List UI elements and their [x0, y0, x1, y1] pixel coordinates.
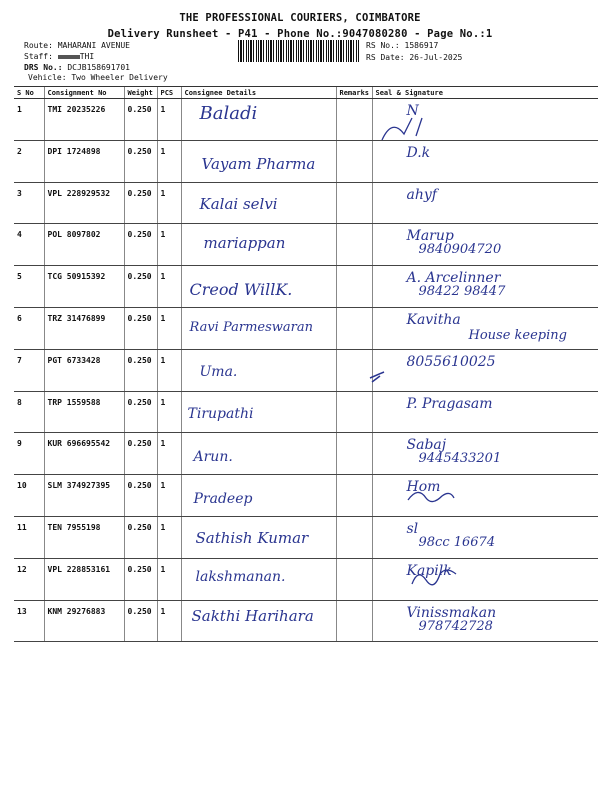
route-value: MAHARANI AVENUE: [57, 41, 130, 50]
row-weight: 0.250: [124, 391, 157, 433]
row-sno: 5: [14, 266, 44, 308]
signature-handwriting: Hom: [406, 479, 441, 496]
row-pcs: 1: [157, 475, 181, 517]
signature-phone: 9840904720: [418, 242, 502, 258]
row-weight: 0.250: [124, 558, 157, 600]
row-pcs: 1: [157, 558, 181, 600]
signature-handwriting: sl: [406, 520, 419, 537]
row-signature: [372, 433, 598, 475]
row-signature: [372, 391, 598, 433]
row-weight: 0.250: [124, 182, 157, 224]
table-row: [14, 99, 598, 141]
row-pcs: 1: [157, 266, 181, 308]
consignee-handwriting: Uma.: [199, 363, 238, 380]
row-sno: 10: [14, 475, 44, 517]
rs-date-line: [366, 53, 462, 62]
row-sno: 3: [14, 182, 44, 224]
signature-phone: 98cc 16674: [418, 534, 496, 550]
row-signature: [372, 307, 598, 349]
signature-handwriting: Kapilk: [406, 562, 452, 579]
row-weight: 0.250: [124, 475, 157, 517]
row-consignment: SLM 374927395: [44, 475, 124, 517]
signature-handwriting: N: [406, 103, 419, 119]
row-consignment: VPL 228929532: [44, 182, 124, 224]
consignee-handwriting: lakshmanan.: [195, 568, 286, 585]
table-row: [14, 391, 598, 433]
row-signature: [372, 99, 598, 141]
col-weight: Weight: [124, 87, 157, 99]
drs-label: DRS No.:: [24, 63, 63, 72]
signature-handwriting: P. Pragasam: [406, 395, 493, 412]
row-sno: 9: [14, 433, 44, 475]
vehicle-line: Vehicle: Two Wheeler Delivery: [28, 73, 168, 82]
row-sno: 11: [14, 516, 44, 558]
staff-line: [24, 52, 94, 61]
row-remarks: [336, 433, 372, 475]
row-consignment: VPL 228853161: [44, 558, 124, 600]
row-pcs: 1: [157, 182, 181, 224]
row-remarks: [336, 558, 372, 600]
row-consignee: [181, 224, 336, 266]
row-signature: [372, 475, 598, 517]
row-consignment: KUR 696695542: [44, 433, 124, 475]
row-signature: [372, 224, 598, 266]
row-sno: 13: [14, 600, 44, 642]
row-weight: 0.250: [124, 140, 157, 182]
row-pcs: 1: [157, 433, 181, 475]
row-sno: 4: [14, 224, 44, 266]
row-remarks: [336, 349, 372, 391]
table-row: [14, 140, 598, 182]
consignee-handwriting: Vayam Pharma: [201, 154, 316, 173]
staff-value: THI: [79, 52, 95, 61]
row-remarks: [336, 307, 372, 349]
row-weight: 0.250: [124, 266, 157, 308]
consignee-handwriting: Tirupathi: [187, 405, 254, 422]
consignee-handwriting: Pradeep: [193, 491, 253, 508]
runsheet-table: [14, 86, 598, 642]
row-pcs: 1: [157, 600, 181, 642]
table-row: [14, 558, 598, 600]
table-row: [14, 349, 598, 391]
col-sno: S No: [14, 87, 44, 99]
table-row: [14, 266, 598, 308]
row-consignee: [181, 140, 336, 182]
row-consignment: DPI 1724898: [44, 140, 124, 182]
row-consignment: TRP 1559588: [44, 391, 124, 433]
rs-no-value: 1586917: [404, 41, 439, 50]
company-title: THE PROFESSIONAL COURIERS, COIMBATORE: [179, 12, 421, 24]
row-remarks: [336, 475, 372, 517]
row-signature: [372, 349, 598, 391]
table-row: [14, 307, 598, 349]
rs-date-value: 26-Jul-2025: [409, 53, 463, 62]
row-consignment: TRZ 31476899: [44, 307, 124, 349]
row-consignee: [181, 349, 336, 391]
row-remarks: [336, 224, 372, 266]
row-signature: [372, 558, 598, 600]
row-remarks: [336, 99, 372, 141]
row-signature: [372, 266, 598, 308]
row-remarks: [336, 266, 372, 308]
row-consignment: PGT 6733428: [44, 349, 124, 391]
row-pcs: 1: [157, 391, 181, 433]
route-label: Route:: [24, 41, 53, 50]
consignee-handwriting: mariappan: [203, 234, 286, 253]
signature-handwriting: Kavitha: [406, 311, 461, 328]
row-sno: 12: [14, 558, 44, 600]
row-sno: 7: [14, 349, 44, 391]
rs-no-line: [366, 41, 438, 50]
row-weight: 0.250: [124, 600, 157, 642]
row-consignee: [181, 266, 336, 308]
row-consignee: [181, 475, 336, 517]
rs-date-label: RS Date:: [366, 53, 405, 62]
col-signature: Seal & Signature: [372, 87, 598, 99]
row-signature: [372, 600, 598, 642]
signature-handwriting: Sabaj: [406, 437, 447, 454]
table-row: [14, 475, 598, 517]
row-pcs: 1: [157, 349, 181, 391]
row-consignee: [181, 182, 336, 224]
row-pcs: 1: [157, 99, 181, 141]
row-weight: 0.250: [124, 307, 157, 349]
table-row: [14, 516, 598, 558]
consignee-handwriting: Arun.: [193, 449, 233, 466]
row-consignment: KNM 29276883: [44, 600, 124, 642]
signature-note: House keeping: [468, 327, 567, 343]
drs-value: DCJB158691701: [67, 63, 130, 72]
row-consignee: [181, 99, 336, 141]
row-weight: 0.250: [124, 99, 157, 141]
col-pcs: PCS: [157, 87, 181, 99]
signature-handwriting: D.k: [406, 144, 431, 161]
consignee-handwriting: Sakthi Harihara: [191, 606, 314, 625]
row-remarks: [336, 600, 372, 642]
signature-handwriting: A. Arcelinner: [406, 270, 501, 287]
row-pcs: 1: [157, 307, 181, 349]
row-consignee: [181, 307, 336, 349]
staff-redacted: [58, 55, 80, 59]
row-weight: 0.250: [124, 224, 157, 266]
col-consignment: Consignment No: [44, 87, 124, 99]
row-remarks: [336, 182, 372, 224]
signature-phone: 98422 98447: [418, 284, 506, 300]
row-sno: 1: [14, 99, 44, 141]
consignee-handwriting: Kalai selvi: [199, 194, 278, 213]
row-consignee: [181, 516, 336, 558]
barcode: [238, 40, 360, 62]
consignee-handwriting: Baladi: [199, 103, 258, 124]
signature-handwriting: Vinissmakan: [406, 604, 497, 621]
row-consignment: TCG 50915392: [44, 266, 124, 308]
consignee-handwriting: Sathish Kumar: [195, 528, 309, 547]
runsheet-subtitle: Delivery Runsheet - P41 - Phone No.:9047080280 - Page No.:1: [107, 28, 493, 40]
col-remarks: Remarks: [336, 87, 372, 99]
row-weight: 0.250: [124, 516, 157, 558]
table-row: [14, 224, 598, 266]
consignee-handwriting: Creod WillK.: [189, 280, 293, 300]
table-header: [14, 87, 598, 99]
row-consignee: [181, 600, 336, 642]
signature-handwriting: ahyf: [406, 186, 437, 203]
table-row: [14, 433, 598, 475]
row-consignment: TEN 7955198: [44, 516, 124, 558]
row-weight: 0.250: [124, 349, 157, 391]
row-remarks: [336, 140, 372, 182]
row-sno: 2: [14, 140, 44, 182]
row-weight: 0.250: [124, 433, 157, 475]
row-consignee: [181, 433, 336, 475]
staff-label: Staff:: [24, 52, 53, 61]
row-signature: [372, 140, 598, 182]
row-remarks: [336, 516, 372, 558]
route-line: [24, 41, 130, 50]
signature-handwriting: Marup: [406, 228, 454, 245]
table-row: [14, 600, 598, 642]
row-signature: [372, 182, 598, 224]
row-pcs: 1: [157, 224, 181, 266]
row-signature: [372, 516, 598, 558]
row-consignment: POL 8097802: [44, 224, 124, 266]
row-remarks: [336, 391, 372, 433]
signature-handwriting: 8055610025: [406, 353, 496, 370]
table-row: [14, 182, 598, 224]
row-pcs: 1: [157, 140, 181, 182]
row-consignee: [181, 391, 336, 433]
row-sno: 8: [14, 391, 44, 433]
row-sno: 6: [14, 307, 44, 349]
row-consignment: TMI 20235226: [44, 99, 124, 141]
rs-no-label: RS No.:: [366, 41, 400, 50]
col-consignee: Consignee Details: [181, 87, 336, 99]
signature-phone: 9445433201: [418, 451, 502, 467]
row-consignee: [181, 558, 336, 600]
drs-line: [24, 63, 130, 72]
signature-phone: 978742728: [418, 618, 493, 634]
consignee-handwriting: Ravi Parmeswaran: [189, 319, 314, 335]
row-pcs: 1: [157, 516, 181, 558]
